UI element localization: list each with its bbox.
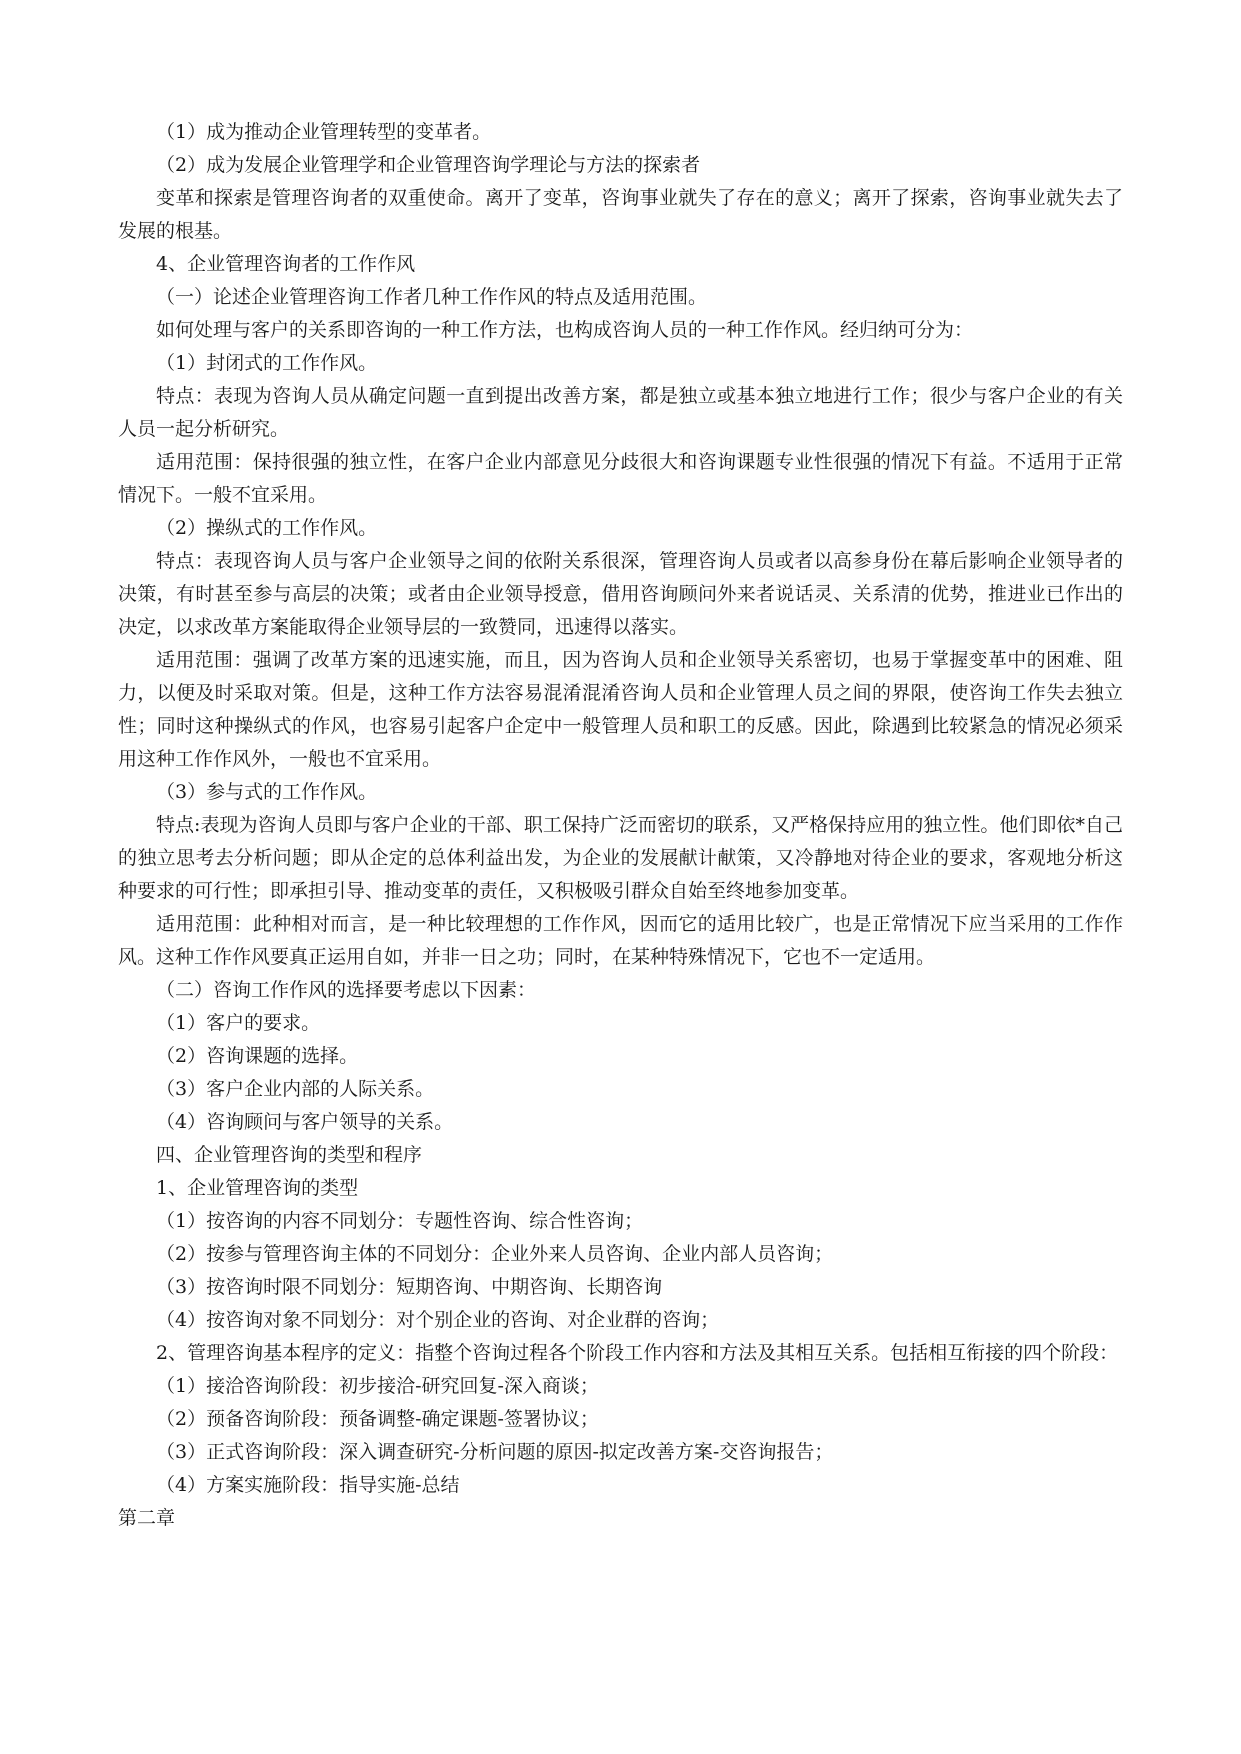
list-item: （3）参与式的工作作风。 — [156, 781, 378, 803]
paragraph: 适用范围：保持很强的独立性，在客户企业内部意见分歧很大和咨询课题专业性很强的情况下有益。不适用于正常情况下。一般不宜采用。 — [118, 451, 1123, 506]
paragraph: （1）成为推动企业管理转型的变革者。 — [156, 121, 492, 143]
list-item: （1）封闭式的工作作风。 — [156, 352, 378, 374]
chapter-heading: 第二章 — [118, 1507, 176, 1529]
document-body — [118, 116, 1123, 1535]
list-item: （2）预备咨询阶段：预备调整-确定课题-签署协议； — [156, 1408, 599, 1430]
subsection-heading: （二）咨询工作作风的选择要考虑以下因素： — [156, 979, 537, 1001]
paragraph: 2、管理咨询基本程序的定义：指整个咨询过程各个阶段工作内容和方法及其相互关系。包括相互衔接的四个阶段： — [156, 1342, 1119, 1364]
list-item: （3）客户企业内部的人际关系。 — [156, 1078, 435, 1100]
list-item: （1）按咨询的内容不同划分：专题性咨询、综合性咨询； — [156, 1210, 644, 1232]
list-item: （2）咨询课题的选择。 — [156, 1045, 359, 1067]
list-item: （3）正式咨询阶段：深入调查研究-分析问题的原因-拟定改善方案-交咨询报告； — [156, 1441, 834, 1463]
section-heading: 四、企业管理咨询的类型和程序 — [156, 1144, 423, 1166]
paragraph: 特点：表现咨询人员与客户企业领导之间的依附关系很深，管理咨询人员或者以高参身份在幕后影响企业领导者的决策，有时甚至参与高层的决策；或者由企业领导授意，借用咨询顾问外来者说话灵、关系清的优势，推进业已作出的决定，以求改革方案能取得企业领导层的一致赞同，迅速得以落实。 — [118, 550, 1123, 638]
list-item: （1）接洽咨询阶段：初步接洽-研究回复-深入商谈； — [156, 1375, 599, 1397]
list-item: （4）按咨询对象不同划分：对个别企业的咨询、对企业群的咨询； — [156, 1309, 720, 1331]
list-item: （3）按咨询时限不同划分：短期咨询、中期咨询、长期咨询 — [156, 1276, 663, 1298]
list-item: （4）咨询顾问与客户领导的关系。 — [156, 1111, 454, 1133]
list-item: （4）方案实施阶段：指导实施-总结 — [156, 1474, 460, 1496]
paragraph: （2）成为发展企业管理学和企业管理咨询学理论与方法的探索者 — [156, 154, 701, 176]
list-item: （2）操纵式的工作作风。 — [156, 517, 378, 539]
paragraph: 特点：表现为咨询人员从确定问题一直到提出改善方案，都是独立或基本独立地进行工作；很少与客户企业的有关人员一起分析研究。 — [118, 385, 1123, 440]
list-item: （1）客户的要求。 — [156, 1012, 321, 1034]
paragraph: 变革和探索是管理咨询者的双重使命。离开了变革，咨询事业就失了存在的意义；离开了探索，咨询事业就失去了发展的根基。 — [118, 187, 1123, 242]
section-heading: 4、企业管理咨询者的工作作风 — [156, 253, 416, 275]
list-item: （2）按参与管理咨询主体的不同划分：企业外来人员咨询、企业内部人员咨询； — [156, 1243, 834, 1265]
section-heading: 1、企业管理咨询的类型 — [156, 1177, 359, 1199]
paragraph: 特点:表现为咨询人员即与客户企业的干部、职工保持广泛而密切的联系，又严格保持应用的独立性。他们即依*自己的独立思考去分析问题；即从企定的总体利益出发，为企业的发展献计献策，又冷静地对待企业的要求，客观地分析这种要求的可行性；即承担引导、推动变革的责任，又积极吸引群众自始至终地参加变革。 — [118, 814, 1123, 902]
paragraph: 如何处理与客户的关系即咨询的一种工作方法，也构成咨询人员的一种工作作风。经归纳可分为： — [156, 319, 974, 341]
subsection-heading: （一）论述企业管理咨询工作者几种工作作风的特点及适用范围。 — [156, 286, 708, 308]
paragraph: 适用范围：强调了改革方案的迅速实施，而且，因为咨询人员和企业领导关系密切，也易于掌握变革中的困难、阻力，以便及时采取对策。但是，这种工作方法容易混淆混淆咨询人员和企业管理人员之间的界限，使咨询工作失去独立性；同时这种操纵式的作风，也容易引起客户企定中一般管理人员和职工的反感。因此，除遇到比较紧急的情况必须采用这种工作作风外，一般也不宜采用。 — [118, 649, 1123, 770]
paragraph: 适用范围：此种相对而言，是一种比较理想的工作作风，因而它的适用比较广，也是正常情况下应当采用的工作作风。这种工作作风要真正运用自如，并非一日之功；同时，在某种特殊情况下，它也不一定适用。 — [118, 913, 1123, 968]
